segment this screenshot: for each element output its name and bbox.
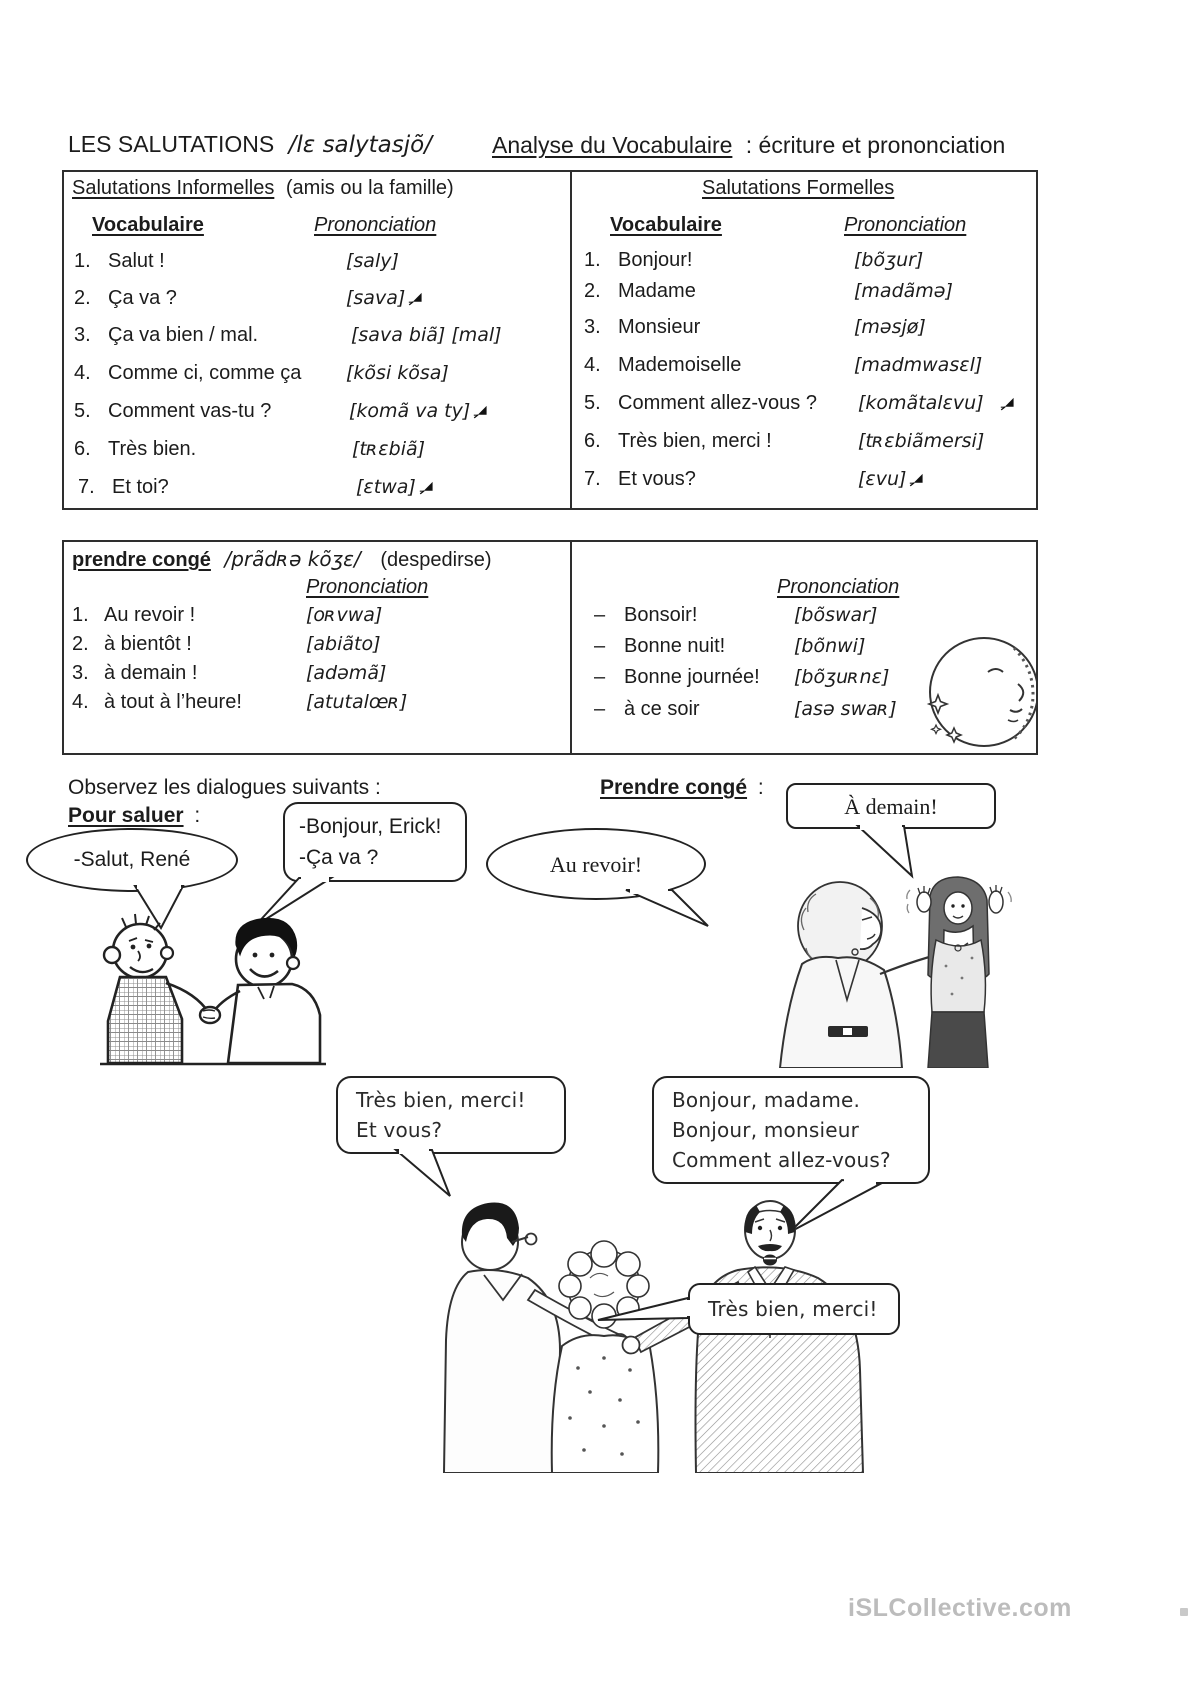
item-vocab: Au revoir ! (104, 604, 196, 626)
speech-bubble-a-demain: À demain! (786, 783, 996, 829)
item-vocab: à ce soir (624, 698, 700, 720)
item-vocab: Madame (618, 280, 696, 302)
item-vocab: Salut ! (108, 250, 165, 272)
formal-pron-header: Prononciation (844, 214, 967, 236)
farewell-right-pron-header: Prononciation (777, 576, 900, 598)
table-row (64, 250, 570, 276)
speech-bubble-tres-bien-merci: Très bien, merci! (688, 1283, 900, 1335)
greetings-table (62, 170, 1038, 510)
item-pron: [bõʒuʀnɛ] (794, 666, 890, 688)
item-vocab: Et vous? (618, 468, 696, 490)
item-pron: [asə swaʀ] (794, 698, 897, 720)
item-dash: – (594, 698, 606, 720)
item-vocab: à demain ! (104, 662, 198, 684)
item-dash: – (594, 635, 606, 657)
item-number: 3. (74, 324, 91, 346)
item-vocab: Très bien, merci ! (618, 430, 772, 452)
item-pron: [bõswar] (794, 604, 878, 626)
item-vocab: à tout à l’heure! (104, 691, 242, 713)
table-row (64, 662, 570, 688)
item-pron: [adəmã] (306, 662, 387, 684)
item-pron: [ɛvu] (858, 468, 907, 490)
item-vocab: Bonjour! (618, 249, 693, 271)
table-row (572, 468, 1036, 494)
table-row (64, 691, 570, 717)
item-vocab: Bonsoir! (624, 604, 698, 626)
item-pron: [atutalœʀ] (306, 691, 408, 713)
handshake-illustration (88, 893, 333, 1071)
item-vocab: Très bien. (108, 438, 197, 460)
table-row (572, 354, 1036, 380)
item-number: 1. (584, 249, 601, 271)
audio-cursor-icon (473, 404, 489, 419)
table-row (572, 316, 1036, 342)
item-vocab: Bonne journée! (624, 666, 760, 688)
item-pron: [sava biã] [mal] (351, 324, 502, 346)
item-vocab: Mademoiselle (618, 354, 742, 376)
item-number: 3. (72, 662, 89, 684)
informal-pron-header: Prononciation (314, 214, 437, 236)
item-pron: [sava] (346, 287, 406, 309)
item-pron: [abiãto] (306, 633, 381, 655)
page-subtitle-underlined: Analyse du Vocabulaire (492, 132, 733, 158)
page-subtitle-rest: : écriture et prononciation (745, 132, 1006, 158)
item-pron: [bõʒur] (854, 249, 924, 271)
speech-bubble-salut: -Salut, René (26, 828, 238, 892)
item-pron: [oʀvwa] (306, 604, 383, 626)
table-row (64, 438, 570, 464)
item-vocab: Ça va ? (108, 287, 177, 309)
item-vocab: Monsieur (618, 316, 701, 338)
item-number: 7. (78, 476, 95, 498)
informal-column (64, 172, 570, 508)
item-vocab: Bonne nuit! (624, 635, 726, 657)
table-row (572, 430, 1036, 456)
item-vocab: Et toi? (112, 476, 169, 498)
farewell-table (62, 540, 1038, 755)
item-number: 3. (584, 316, 601, 338)
table-row (572, 604, 1036, 630)
item-number: 6. (74, 438, 91, 460)
dialogues-intro: Observez les dialogues suivants : (68, 776, 381, 799)
item-number: 2. (74, 287, 91, 309)
waving-women-illustration (640, 856, 1012, 1068)
item-pron: [komã va ty] (349, 400, 471, 422)
item-vocab: Ça va bien / mal. (108, 324, 259, 346)
farewell-left-column (64, 542, 570, 753)
item-pron: [ɛtwa] (356, 476, 416, 498)
item-vocab: Comme ci, comme ça (108, 362, 302, 384)
moon-stars-icon (924, 628, 1036, 753)
farewell-header-ipa: /prãdʀə kõʒɛ/ (224, 547, 361, 571)
item-pron: [madmwasɛl] (854, 354, 983, 376)
formal-vocab-header: Vocabulaire (610, 214, 722, 236)
table-row (64, 362, 570, 388)
item-pron: [tʀɛbiãmersi] (858, 430, 985, 452)
speech-bubble-bonjour-erick: -Bonjour, Erick! -Ça va ? (283, 802, 467, 882)
farewell-label: Prendre congé : (600, 776, 764, 799)
item-number: 1. (72, 604, 89, 626)
page-title (68, 131, 432, 158)
item-number: 1. (74, 250, 91, 272)
bubble-tail (598, 1296, 692, 1326)
gray-dot (1180, 1608, 1188, 1616)
item-number: 4. (72, 691, 89, 713)
item-number: 2. (72, 633, 89, 655)
item-number: 6. (584, 430, 601, 452)
item-pron: [komãtalɛvu] (858, 392, 984, 414)
formal-column (570, 172, 1036, 508)
item-number: 4. (584, 354, 601, 376)
item-pron: [tʀɛbiã] (352, 438, 426, 460)
table-row (64, 604, 570, 630)
item-pron: [saly] (346, 250, 399, 272)
informal-header-rest: (amis ou la famille) (285, 177, 454, 199)
item-pron: [kõsi kõsa] (346, 362, 449, 384)
page-title-text: LES SALUTATIONS (68, 131, 275, 157)
greet-label: Pour saluer : (68, 804, 201, 827)
formal-header: Salutations Formelles (702, 177, 895, 199)
farewell-right-column (570, 542, 1036, 753)
table-row (64, 287, 570, 313)
table-row (64, 476, 570, 502)
audio-cursor-icon (419, 480, 435, 495)
speech-bubble-bonjour-madame: Bonjour, madame. Bonjour, monsieur Comment allez-vous? (652, 1076, 930, 1184)
informal-header (72, 177, 454, 200)
farewell-header-underlined: prendre congé (72, 549, 211, 571)
informal-vocab-header: Vocabulaire (92, 214, 204, 236)
table-row (572, 280, 1036, 306)
item-number: 2. (584, 280, 601, 302)
item-number: 4. (74, 362, 91, 384)
item-pron: [məsjø] (854, 316, 926, 338)
table-row (64, 633, 570, 659)
speech-bubble-au-revoir: Au revoir! (486, 828, 706, 900)
item-pron: [bõnwi] (794, 635, 866, 657)
table-row (64, 324, 570, 350)
table-row (572, 249, 1036, 275)
item-vocab: à bientôt ! (104, 633, 192, 655)
watermark: iSLCollective.com (848, 1594, 1072, 1622)
audio-cursor-icon (408, 291, 424, 306)
item-vocab: Comment allez-vous ? (618, 392, 817, 414)
item-number: 7. (584, 468, 601, 490)
speech-bubble-tres-bien-et-vous: Très bien, merci! Et vous? (336, 1076, 566, 1154)
farewell-header-note: (despedirse) (380, 549, 492, 571)
page-title-ipa: /lɛ salytasjõ/ (288, 132, 432, 158)
item-number: 5. (584, 392, 601, 414)
item-dash: – (594, 666, 606, 688)
table-row (572, 392, 1036, 418)
informal-header-underlined: Salutations Informelles (72, 177, 275, 199)
item-pron: [madãmə] (854, 280, 953, 302)
table-row (64, 400, 570, 426)
item-dash: – (594, 604, 606, 626)
farewell-left-pron-header: Prononciation (306, 576, 429, 598)
page-subtitle (492, 132, 1005, 159)
audio-cursor-icon (909, 472, 925, 487)
item-vocab: Comment vas-tu ? (108, 400, 272, 422)
farewell-header (72, 547, 492, 572)
audio-cursor-icon (1000, 396, 1016, 411)
item-number: 5. (74, 400, 91, 422)
